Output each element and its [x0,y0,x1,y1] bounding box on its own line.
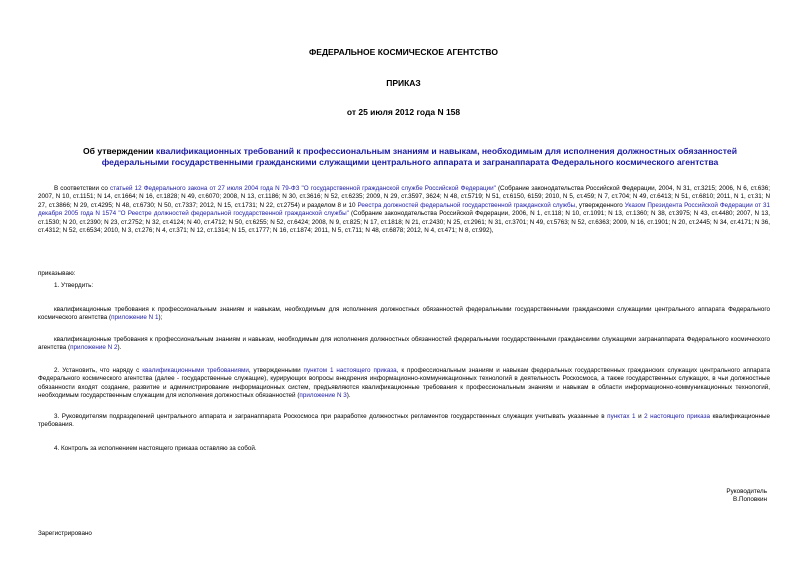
preamble-link-registry[interactable]: Реестра должностей федеральной государственной гражданской службы [357,201,576,209]
item-4: 4. Контроль за исполнением настоящего приказа оставляю за собой. [54,445,257,452]
item3-link-points2[interactable]: 2 настоящего приказа [644,413,710,420]
item3-text-1: 3. Руководителям подразделений центрального аппарата и загранаппарата Роскосмоса при разработке должностных регламентов государственных служащих учитывать указанные в [54,413,608,420]
preamble-text-3: , утвержденного [575,201,625,209]
item2-text-1: 2. Установить, что наряду с [54,367,143,374]
preamble-link-law[interactable]: статьей 12 Федерального закона от 27 июля 2004 года N 79-ФЗ "О государственной гражданской службе Российской Федерации" [109,185,496,192]
sub1-text: квалификационные требования к профессиональным знаниям и навыкам, необходимым для исполнения должностных обязанностей федеральными государственными гражданскими служащими центрального аппарата Федерального космического агентства ( [38,306,770,322]
sub-item-1 [38,306,770,323]
sub2-end: ). [117,344,122,352]
doc-date-number: от 25 июля 2012 года N 158 [346,107,461,117]
sub2-text: квалификационные требования к профессиональным знаниям и навыкам, необходимым для исполнения должностных обязанностей федеральными государственными гражданскими служащими загранаппарата Федерального космического агентства ( [38,336,770,352]
order-word: приказываю: [38,270,76,277]
preamble-text-2: (Собрание законодательства Российской Федерации, 2004, N 31, ст.3215; 2006, N 6, ст.636; 2007, N 10, ст.1151; N 14, ст.1664; N 16, ст.1828; N 49, ст.6070; 2008, N 13, ст.1186; N 30, ст.3616; N 52, ст.6235; 2009, N 29, ст.3597, 3624; N 48, ст.5719; N 51, ст.6150, 6159; 2010, N 5, ст.459; N 7, ст.704; N 49, ст.6413; N 51, ст.6810; 2011, N 1, ст.31; N 27, ст.3866; N 29, ст.4295; N 48, ст.6730; N 50, ст.7337; 2012, N 15, ст.1731; N 22, ст.2754) и разделом 8 и 10 [38,185,770,209]
registered-note: Зарегистрировано [38,530,92,537]
item-1: 1. Утвердить: [54,282,94,289]
preamble-text-4: (Собрание законодательства Российской Федерации, 2006, N 1, ст.118; N 10, ст.1091; N 13, ст.1360; N 38, ст.3975; N 43, ст.4480; 2007, N 13, ст.1530; N 20, ст.2390; N 23, ст.2752; N 32, ст.4124; N 40, ст.4712; N 50, ст.6255; N 52, ст.6424; 2008, N 9, ст.825; N 17, ст.1818; N 21, ст.2430; N 25, ст.2961; N 31, ст.3701; N 49, ст.5763; N 52, ст.6363; 2009, N 16, ст.1901; N 20, ст.2445; N 34, ст.4171; N 36, ст.4312; N 52, ст.6534; 2010, N 3, ст.276; N 4, ст.371; N 12, ст.1314; N 15, ст.1777; N 16, ст.1874; 2011, N 5, ст.711; N 48, ст.6878; 2012, N 4, ст.471; N 8, ст.992), [38,210,770,235]
item2-text-2: , утвержденными [248,367,304,374]
preamble-text-1: В соответствии со [54,185,110,192]
item2-text-4: ). [346,392,351,400]
appendix-1-link[interactable]: приложение N 1 [111,314,159,322]
item3-text-2: и [635,413,645,420]
item2-link-point1[interactable]: пунктом 1 настоящего приказа [303,367,397,374]
item-3 [38,413,770,430]
item3-link-points1[interactable]: пунктах 1 [607,413,636,420]
appendix-2-link[interactable]: приложение N 2 [70,344,118,352]
item2-link-requirements[interactable]: квалификационными требованиями [142,367,249,374]
doc-title [50,146,770,168]
title-prefix: Об утверждении [83,146,157,156]
preamble [38,185,770,235]
sub-item-2 [38,336,770,353]
title-link[interactable]: квалификационных требований к профессиональным знаниям и навыкам, необходимым для исполнения должностных обязанностей федеральными государственными гражданскими служащими центрального аппарата и загранаппарата Федерального космического агентства [101,146,737,167]
appendix-3-link[interactable]: приложение N 3 [299,392,347,400]
item-2 [38,367,770,401]
signature-block [726,488,767,505]
item2-text-3: , к профессиональным знаниям и навыкам федеральных государственных гражданских служащих центрального аппарата Федерального космического агентства (далее - государственные служащие), курирующих вопросы внедрения информационно-коммуникационных технологий в деятельность Роскосмоса, а также государственных служащих, в чьи должностные обязанности входят создание, развитие и администрирование информационных систем, предъявляются квалификационные требования к профессиональным знаниям и навыкам в области информационно-коммуникационных технологий, необходимым государственным служащим для исполнения должностных обязанностей ( [38,367,770,400]
sub1-end: ); [158,314,163,322]
signature-role: Руководитель [726,488,767,495]
preamble-link-decree[interactable]: Указом Президента Российской Федерации от 31 декабря 2005 года N 1574 "О Реестре должностей федеральной государственной гражданской службы" [38,201,770,218]
signature-name: В.Поповкин [733,496,767,504]
doc-type: ПРИКАЗ [386,78,421,88]
item3-text-3: квалификационные требования. [38,413,770,429]
agency-name: ФЕДЕРАЛЬНОЕ КОСМИЧЕСКОЕ АГЕНТСТВО [309,47,498,57]
